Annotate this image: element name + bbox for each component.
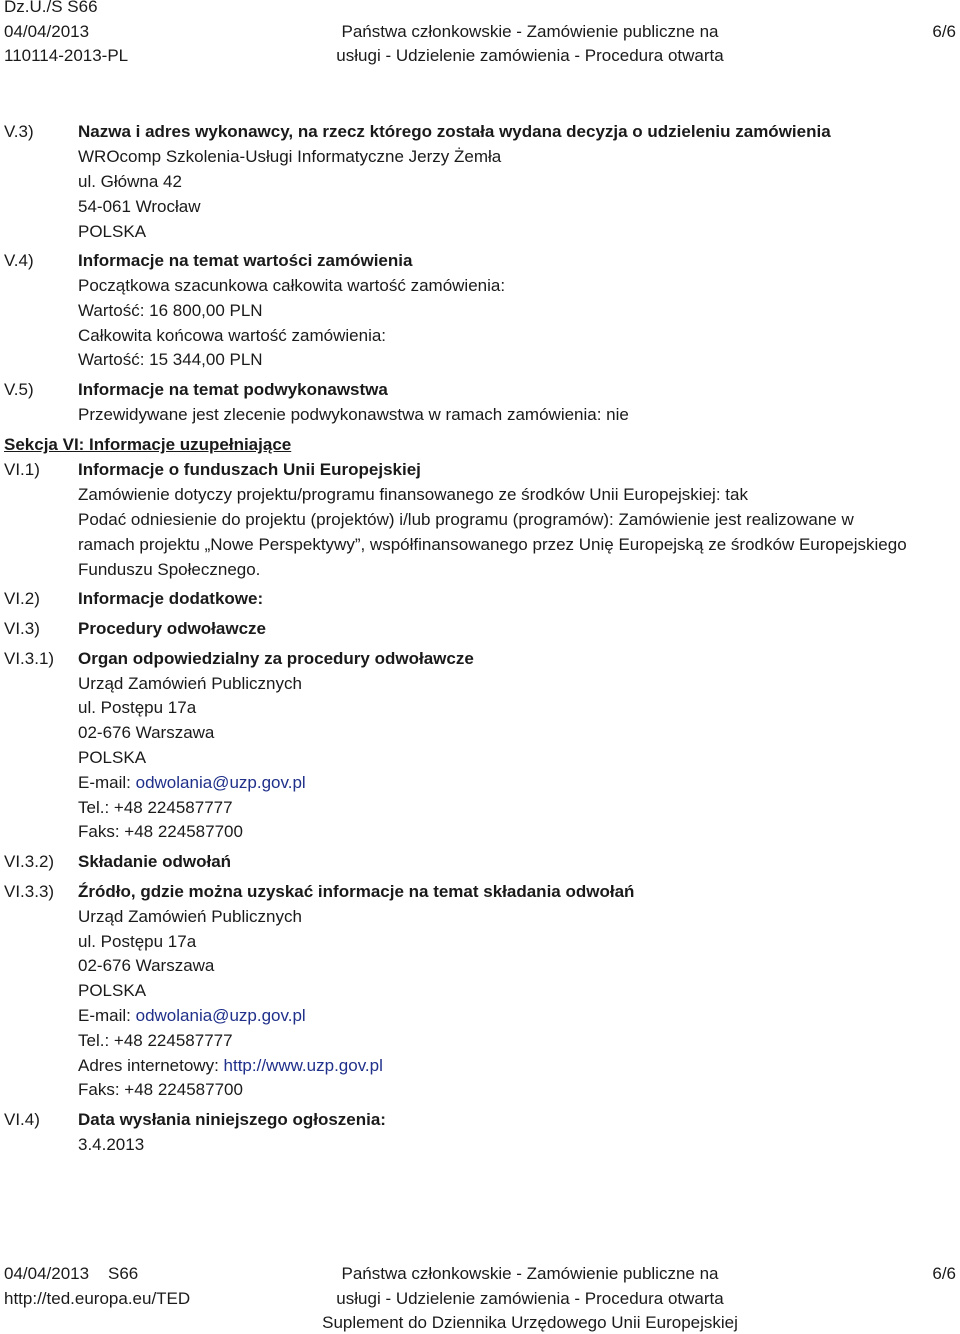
subcontracting-heading: Informacje na temat podwykonawstwa xyxy=(78,380,388,399)
appeals-info-phone: Tel.: +48 224587777 xyxy=(78,1031,233,1050)
section-number-v4: V.4) xyxy=(4,251,34,270)
section-number-vi32: VI.3.2) xyxy=(4,852,55,871)
section-number-vi3: VI.3) xyxy=(4,619,40,638)
review-body-phone: Tel.: +48 224587777 xyxy=(78,798,233,817)
section-number-vi1: VI.1) xyxy=(4,460,40,479)
eu-funds-line: Podać odniesienie do projektu (projektów) i/lub programu (programów): Zamówienie jest realizowane w xyxy=(78,510,854,529)
review-body-country: POLSKA xyxy=(78,748,147,767)
email-link[interactable]: odwolania@uzp.gov.pl xyxy=(135,1006,306,1025)
footer-title-line3: Suplement do Dziennika Urzędowego Unii Europejskiej xyxy=(322,1313,738,1332)
dispatch-date-heading: Data wysłania niniejszego ogłoszenia: xyxy=(78,1110,386,1129)
contractor-country: POLSKA xyxy=(78,222,147,241)
dispatch-date-value: 3.4.2013 xyxy=(78,1135,145,1154)
appeals-info-city: 02-676 Warszawa xyxy=(78,956,215,975)
review-body-email-row xyxy=(78,773,306,793)
review-body-city: 02-676 Warszawa xyxy=(78,723,215,742)
eu-funds-line: ramach projektu „Nowe Perspektywy”, współfinansowanego przez Unię Europejską ze środków Europejskiego xyxy=(78,535,907,554)
appeals-info-email-row xyxy=(78,1006,306,1026)
header-title-line1: Państwa członkowskie - Zamówienie publiczne na xyxy=(341,22,719,41)
section-number-vi4: VI.4) xyxy=(4,1110,40,1129)
email-link[interactable]: odwolania@uzp.gov.pl xyxy=(135,773,306,792)
value-heading: Informacje na temat wartości zamówienia xyxy=(78,251,413,270)
appeals-info-heading: Źródło, gdzie można uzyskać informacje na temat składania odwołań xyxy=(78,882,635,901)
notice-id: 110114-2013-PL xyxy=(4,46,129,65)
header-page-number: 6/6 xyxy=(932,22,956,41)
lodging-appeals-heading: Składanie odwołań xyxy=(78,852,232,871)
section-number-vi31: VI.3.1) xyxy=(4,649,55,668)
review-body-street: ul. Postępu 17a xyxy=(78,698,197,717)
email-label: E-mail: xyxy=(78,1006,136,1025)
review-body-name: Urząd Zamówień Publicznych xyxy=(78,674,302,693)
header-title-line2: usługi - Udzielenie zamówienia - Procedura otwarta xyxy=(336,46,724,65)
appeals-info-name: Urząd Zamówień Publicznych xyxy=(78,907,302,926)
contractor-name: WROcomp Szkolenia-Usługi Informatyczne Jerzy Żemła xyxy=(78,147,502,166)
header-date: 04/04/2013 xyxy=(4,22,90,41)
section-number-vi2: VI.2) xyxy=(4,589,40,608)
final-value-label: Całkowita końcowa wartość zamówienia: xyxy=(78,326,387,345)
web-link[interactable]: http://www.uzp.gov.pl xyxy=(223,1056,383,1075)
contractor-heading: Nazwa i adres wykonawcy, na rzecz którego została wydana decyzja o udzieleniu zamówienia xyxy=(78,122,831,141)
additional-info-heading: Informacje dodatkowe: xyxy=(78,589,264,608)
section-number-v3: V.3) xyxy=(4,122,34,141)
eu-funds-line: Funduszu Społecznego. xyxy=(78,560,261,579)
appeals-info-country: POLSKA xyxy=(78,981,147,1000)
journal-ref: Dz.U./S S66 xyxy=(4,0,98,16)
appeals-info-fax: Faks: +48 224587700 xyxy=(78,1080,243,1099)
final-value: Wartość: 15 344,00 PLN xyxy=(78,350,263,369)
initial-value-label: Początkowa szacunkowa całkowita wartość zamówienia: xyxy=(78,276,506,295)
footer-title-line2: usługi - Udzielenie zamówienia - Procedura otwarta xyxy=(336,1289,724,1308)
contractor-street: ul. Główna 42 xyxy=(78,172,182,191)
contractor-city: 54-061 Wrocław xyxy=(78,197,201,216)
eu-funds-line: Zamówienie dotyczy projektu/programu finansowanego ze środków Unii Europejskiej: tak xyxy=(78,485,748,504)
eu-funds-heading: Informacje o funduszach Unii Europejskiej xyxy=(78,460,421,479)
footer-url[interactable]: http://ted.europa.eu/TED xyxy=(4,1289,191,1308)
web-label: Adres internetowy: xyxy=(78,1056,224,1075)
footer-date-issue: 04/04/2013 S66 xyxy=(4,1264,139,1283)
section-number-vi33: VI.3.3) xyxy=(4,882,55,901)
review-procedures-heading: Procedury odwoławcze xyxy=(78,619,266,638)
review-body-heading: Organ odpowiedzialny za procedury odwoławcze xyxy=(78,649,474,668)
section-vi-title: Sekcja VI: Informacje uzupełniające xyxy=(4,435,292,454)
footer-page-number: 6/6 xyxy=(932,1264,956,1283)
initial-value: Wartość: 16 800,00 PLN xyxy=(78,301,263,320)
appeals-info-street: ul. Postępu 17a xyxy=(78,932,197,951)
email-label: E-mail: xyxy=(78,773,136,792)
footer-title-line1: Państwa członkowskie - Zamówienie publiczne na xyxy=(341,1264,719,1283)
review-body-fax: Faks: +48 224587700 xyxy=(78,822,243,841)
appeals-info-web-row xyxy=(78,1056,383,1076)
subcontracting-text: Przewidywane jest zlecenie podwykonawstwa w ramach zamówienia: nie xyxy=(78,405,629,424)
section-number-v5: V.5) xyxy=(4,380,34,399)
